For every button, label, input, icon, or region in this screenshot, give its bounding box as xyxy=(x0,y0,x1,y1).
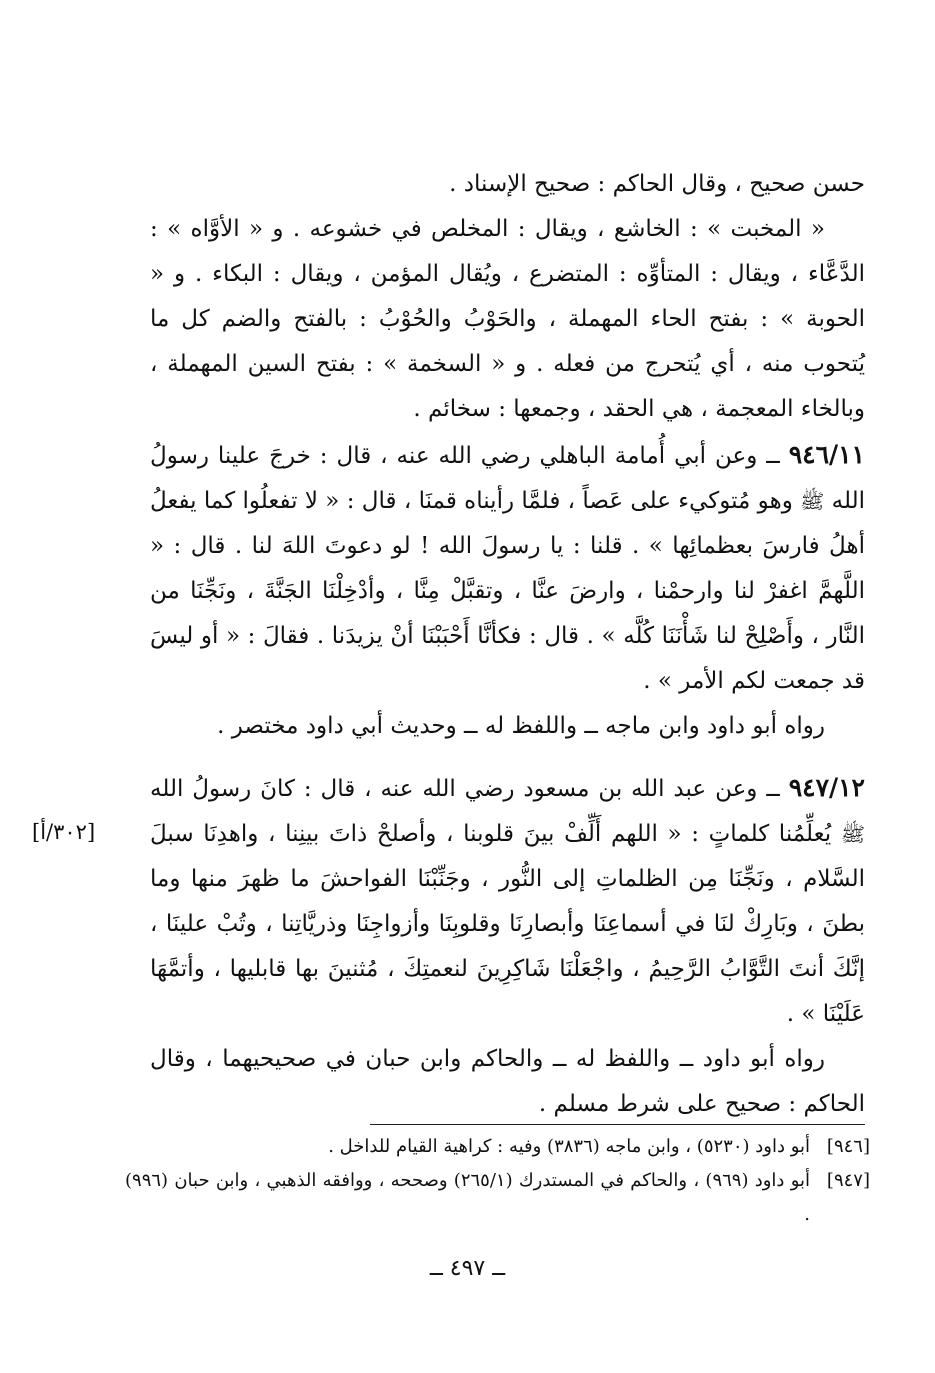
glossary-paragraph: « المخبت » : الخاشع ، ويقال : المخلص في خشوعه . و « الأوَّاه » : الدَّعَّاء ، ويقال : المتأوِّه : المتضرع ، ويُقال المؤمن ، ويقال : البكاء . و « الحوبة » : بفتح الحاء المهملة ، والحَوْبُ والحُوْبُ : بالفتح والضم كل ما يُتحوب منه ، أي يُتحرج من فعله . و « السخمة » : بفتح السين المهملة ، وبالخاء المعجمة ، هي الحقد ، وجمعها : سخائم . xyxy=(150,216,865,422)
footnote-divider xyxy=(370,1124,865,1125)
footnote-946 xyxy=(125,1130,870,1164)
hadith-947-number: ٩٤٧/١٢ xyxy=(788,773,865,802)
footnote-text: أبو داود (٩٦٩) ، والحاكم في المستدرك (٢٦٥/١) وصححه ، ووافقه الذهبي ، وابن حبان (٩٩٦) . xyxy=(125,1170,810,1225)
hadith-946-source: رواه أبو داود وابن ماجه ــ واللفظ له ــ وحديث أبي داود مختصر . xyxy=(217,713,825,739)
hadith-946-number: ٩٤٦/١١ xyxy=(788,440,865,469)
footnotes xyxy=(125,1130,870,1232)
footnote-947 xyxy=(125,1164,870,1232)
hadith-946-text-a: ــ وعن أبي أُمامة الباهلي رضي الله عنه ، قال : خرجَ علينا رسولُ الله xyxy=(150,443,865,514)
intro-section xyxy=(150,162,865,432)
margin-reference: [٣٠٢/أ] xyxy=(32,820,96,844)
page-number: ــ ٤٩٧ ــ xyxy=(429,1256,506,1281)
footnote-number: [٩٤٧] xyxy=(826,1170,870,1191)
hadith-947 xyxy=(32,765,865,1127)
footnote-text: أبو داود (٥٢٣٠) ، وابن ماجه (٣٨٣٦) وفيه : كراهية القيام للداخل . xyxy=(328,1136,810,1157)
intro-line: حسن صحيح ، وقال الحاكم : صحيح الإسناد . xyxy=(449,171,865,197)
salla-glyph: ﷺ xyxy=(800,489,825,513)
hadith-946-text xyxy=(150,432,865,704)
hadith-946 xyxy=(150,432,865,749)
hadith-947-text xyxy=(150,765,865,1037)
footnote-number: [٩٤٦] xyxy=(826,1136,870,1157)
salla-glyph: ﷺ xyxy=(840,822,865,846)
hadith-947-text-b: يُعلِّمُنا كلماتٍ : « اللهم أَلِّفْ بينَ قلوبنا ، وأصلحْ ذاتَ بينِنا ، واهدِنَا سبلَ السَّلام ، ونَجِّنَا مِن الظلماتِ إلى النُّور ، وجَنِّبْنَا الفواحشَ ما ظهرَ منها وما بطنَ ، وبَارِكْ لنَا في أسماعِنَا وأبصارِنَا وقلوبِنَا وأزواجِنَا وذريَّاتِنا ، وتُبْ علينَا ، إنَّكَ أنتَ التَّوَّابُ الرَّحِيمُ ، واجْعَلْنَا شَاكِرِينَ لنعمتِكَ ، مُثنينَ بها قابليها ، وأتمَّهَا عَلَيْنَا » . xyxy=(150,821,865,1027)
hadith-946-text-b: وهو مُتوكيء على عَصاً ، فلمَّا رأيناه قمنَا ، قال : « لا تفعلُوا كما يفعلُ أهلُ فارسَ بعظمائِها » . قلنا : يا رسولَ الله ! لو دعوتَ اللهَ لنا . قال : « اللَّهمَّ اغفرْ لنا وارحمْنا ، وارضَ عنَّا ، وتقبَّلْ مِنَّا ، وأدْخِلْنَا الجَنَّةَ ، ونَجِّنَا من النَّار ، وأَصْلِحْ لنا شَأْنَنَا كُلَّه » . قال : فكأنَّا أَحْبَبْنَا أنْ يزيدَنا . فقالَ : « أو ليسَ قد جمعت لكم الأمر » . xyxy=(150,488,865,694)
hadith-947-source: رواه أبو داود ــ واللفظ له ــ والحاكم وابن حبان في صحيحيهما ، وقال الحاكم : صحيح على شرط مسلم . xyxy=(150,1046,865,1117)
hadith-947-text-a: ــ وعن عبد الله بن مسعود رضي الله عنه ، قال : كانَ رسولُ الله xyxy=(150,776,789,802)
